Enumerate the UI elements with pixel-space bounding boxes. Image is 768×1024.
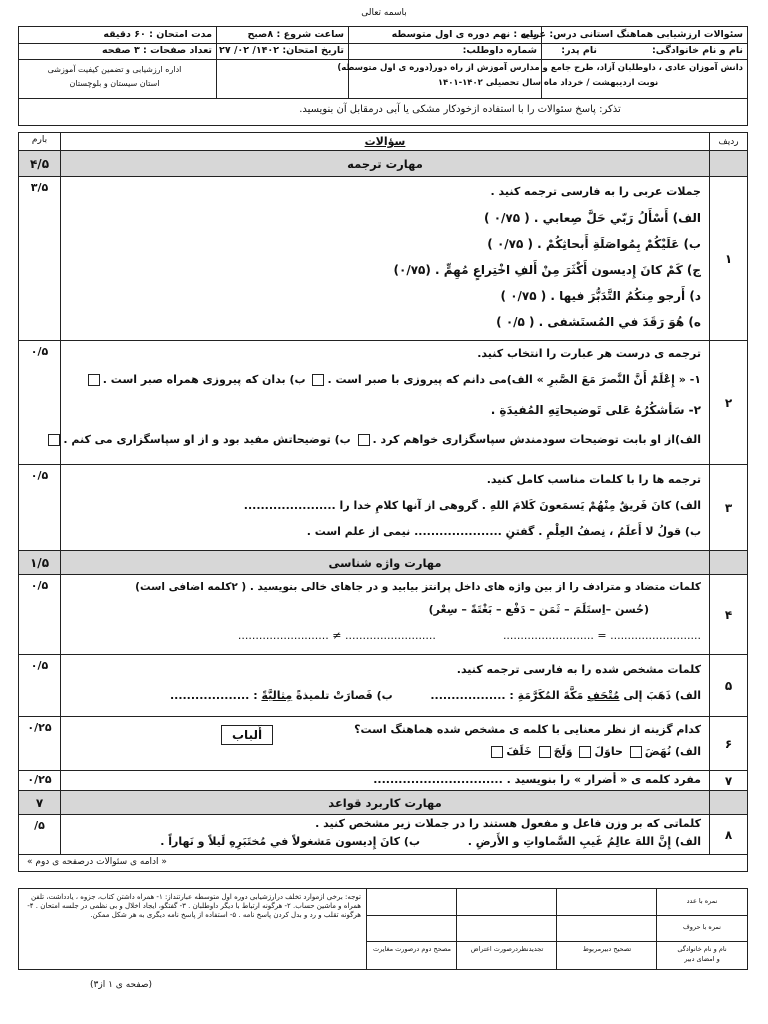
question-3 [19, 465, 747, 551]
question-number: ۷ [709, 771, 747, 790]
question-score: ۰/۵ [19, 465, 61, 550]
candidate-number: شماره داوطلب: [462, 45, 537, 56]
question-score: ۳/۵ [19, 177, 61, 340]
start-time: ساعت شروع : ۸صبح [247, 29, 344, 40]
col-header-num: ردیف [709, 133, 747, 150]
checkbox[interactable] [491, 746, 503, 758]
question-prompt: ترجمه ها را با کلمات مناسب کامل کنید. [486, 473, 701, 486]
q5-items: الف) ذَهَبَ إلى مُتْحَفِ مَكَّةَ المُكَرَّمَةِ : .................. ب) فَصارَتْ تلميذةً مِثاليَّةً : ................... [169, 689, 701, 702]
question-4 [19, 575, 747, 655]
q2-s1-option-a: الف)می دانم که پیروزی با صبر است . [327, 373, 533, 386]
office-name: اداره ارزشیابی و تضمین کیفیت آموزشی [47, 65, 182, 74]
teacher-signature-label: و امضای دبیر [684, 955, 720, 963]
question-number: ۵ [709, 655, 747, 716]
question-prompt: کلمات مشخص شده را به فارسی ترجمه کنید. [456, 663, 701, 676]
highlighted-word: أَلباب [221, 725, 273, 745]
col-header-questions: سؤالات [364, 135, 406, 148]
section-title: مهارت کاربرد قواعد [328, 795, 442, 810]
students-line: دانش آموزان عادی ، داوطلبان آزاد، طرح جامع و مدارس آموزش از راه دور(دوره ی اول متوسطه) [337, 63, 743, 73]
session-line: نوبت اردیبهشت / خرداد ماه سال تحصیلی ۱۴۰۲-۱۴۰۱ [437, 78, 659, 88]
continue-note: « ادامه ی سئوالات درصفحه ی دوم » [27, 857, 167, 867]
checkbox[interactable] [358, 434, 370, 446]
q2-sentence-2: ۲- سَأشكُرُهُ عَلى تَوضيحاتِهِ المُفيدَةِ . [490, 403, 701, 417]
q4-blanks [69, 629, 701, 642]
antonym-blank[interactable]: .......................... ≠ .......................... [237, 629, 436, 642]
q1-item-b: ب) عَلَيْكُمْ بِمُواصَلَةِ أَبحاثِكُمْ . ( ۰/۷۵ ) [487, 237, 701, 251]
exam-date: تاریخ امتحان: ۱۴۰۲/ ۰۲/ ۲۷ [219, 45, 344, 56]
question-number: ۴ [709, 575, 747, 654]
checkbox[interactable] [579, 746, 591, 758]
question-prompt: مفرد کلمه ی « أضرار » را بنویسید . ............................... [373, 773, 701, 786]
question-prompt: ترجمه ی درست هر عبارت را انتخاب کنید. [477, 347, 701, 360]
checkbox[interactable] [88, 374, 100, 386]
checkbox[interactable] [312, 374, 324, 386]
name-field: نام و نام خانوادگی: [651, 45, 743, 56]
question-score: /۵ [19, 815, 61, 854]
q8-items: الف) إِنَّ اللهَ عالِمُ غَيبِ السَّماواتِ و الأَرضِ . ب) كانَ إِديسون مَشغولاً في مُختَبَرِهِ لَيلاً و نَهاراً . [160, 835, 701, 848]
q3-item-b: ب) قولُ لا أَعلَمُ ، نِصفُ العِلْمِ . گفتنِ ..................... نیمی از علم است . [306, 525, 701, 538]
question-prompt: جملات عربی را به فارسی ترجمه کنید . [490, 185, 701, 198]
q4-word-list: (حُسن –اِستَلَمَ – ثَمَن – دَفْع – بَغْتَةً – سِعْر) [428, 603, 649, 616]
score-numeric-label: نمره با عدد [686, 897, 718, 905]
checkbox[interactable] [539, 746, 551, 758]
grade-level: پایه : نهم دوره ی اول متوسطه [391, 29, 537, 40]
grader-label: تصحیح دبیرمربوط [582, 945, 632, 953]
question-score: ۰/۵ [19, 655, 61, 716]
reminder-note: تذکر: پاسخ سئوالات را با استفاده ازخودکار مشکی یا آبی درمقابل آن بنویسید. [299, 104, 621, 115]
q6-options: الف) نُهَضَ حاوَلَ وَلَجَ خَلَفَ [69, 745, 701, 758]
questions-table [18, 132, 748, 872]
course-title: سئوالات ارزشیابی هماهنگ استانی درس: عربی [520, 29, 743, 40]
question-number: ۳ [709, 465, 747, 550]
question-prompt: کلمات متضاد و مترادف را از بین واژه های داخل پرانتز بیابید و در جاهای خالی بنویسید . ( ۲کلمه اضافی است) [135, 581, 701, 593]
page-count: تعداد صفحات : ۳ صفحه [102, 45, 212, 56]
question-2 [19, 341, 747, 465]
q2-sentence-2-options: الف)از او بابت توضیحات سودمندش سپاسگزاری خواهم کرد . ب) توضیحاتش مفید بود و از او سپاسگزاری می کنم . [69, 433, 701, 446]
section-score: ۷ [19, 791, 61, 814]
section-title: مهارت ترجمه [347, 156, 423, 171]
q3-item-a: الف) كانَ فَريقٌ مِنْهُمْ يَسمَعونَ كَلامَ اللهِ . گروهی از آنها کلامِ خدا را ...................... [243, 499, 701, 512]
section-score: ۱/۵ [19, 551, 61, 574]
question-number: ۲ [709, 341, 747, 464]
question-1 [19, 177, 747, 341]
q2-sentence-1: ۱- « إِعْلَمْ أَنَّ النَّصرَ مَعَ الصَّبرِ » الف)می دانم که پیروزی با صبر است . ب) بدان که پیروزی همراه صبر است . [69, 373, 701, 386]
question-6 [19, 717, 747, 771]
second-grader-label: مصحح دوم درصورت مغایرت [372, 945, 452, 953]
checkbox[interactable] [630, 746, 642, 758]
question-8 [19, 815, 747, 855]
exam-duration: مدت امتحان : ۶۰ دقیقه [103, 29, 212, 40]
section-title: مهارت واژه شناسی [328, 555, 442, 570]
question-score: ۰/۵ [19, 341, 61, 464]
question-number: ۸ [709, 815, 747, 854]
question-number: ۱ [709, 177, 747, 340]
grading-footer [18, 888, 748, 970]
question-prompt: کلماتی که بر وزن فاعل و مفعول هستند را در جملات زیر مشخص کنید . [315, 817, 701, 830]
question-score: ۰/۵ [19, 575, 61, 654]
q1-item-d: د) أَرجو مِنكُمُ التَّدَبُّرَ فيها . ( ۰/۷۵ ) [500, 289, 701, 303]
section-vocabulary [19, 551, 747, 575]
question-score: ۰/۲۵ [19, 771, 61, 790]
question-5 [19, 655, 747, 717]
page-number: (صفحه ی ۱ از۳) [90, 980, 153, 990]
q1-item-c: ج) كَمْ كانَ إِديسون أَكْثَرَ مِنْ أَلفِ اخْتِراعٍ مُهِمٍّ . (۰/۷۵) [393, 263, 701, 277]
basmala: باسمه تعالی [361, 8, 407, 18]
question-prompt: کدام گزینه از نظر معنایی با کلمه ی مشخص شده هماهنگ است؟ [354, 723, 701, 736]
table-header-row [19, 133, 747, 151]
father-name-field: نام پدر: [561, 45, 597, 56]
section-translation [19, 151, 747, 177]
review-label: تجدیدنظردرصورت اعتراض [470, 945, 544, 953]
section-grammar [19, 791, 747, 815]
score-letters-label: نمره با حروف [683, 923, 721, 931]
province-name: استان سیستان و بلوچستان [69, 79, 160, 88]
q1-item-a: الف) أَسْأَلُ رَبّي حَلَّ صِعابي . ( ۰/۷۵ ) [484, 211, 701, 225]
col-header-score: بارم [19, 133, 61, 150]
question-number: ۶ [709, 717, 747, 770]
question-7 [19, 771, 747, 791]
question-score: ۰/۲۵ [19, 717, 61, 770]
q2-s1-option-b: ب) بدان که پیروزی همراه صبر است . [102, 373, 306, 386]
section-score: ۴/۵ [19, 151, 61, 176]
synonym-blank[interactable]: .......................... = .......................... [502, 629, 701, 642]
q1-item-e: ه) هُوَ رَقَدَ في المُستَشفى . ( ۰/۵ ) [496, 315, 701, 329]
teacher-name-label: نام و نام خانوادگی [677, 945, 727, 953]
violation-notes: توجه: برخی ازموارد تخلف درارزشیابی دوره اول متوسطه عبارتنداز: ۱- همراه داشتن کتاب، جزوه ، یادداشت، تلفن همراه و ماشین حساب. ۲- هرگونه ارتباط با دیگر داوطلبان . ۳- گفتگو، ایجاد اخلال و بی نظمی در جلسه امتحان . ۴- هرگونه تقلب و رد و بدل کردن پاسخ نامه . ۵- استفاده از پاسخ نامه دیگری به هر شکل ممکن. [27, 893, 361, 919]
